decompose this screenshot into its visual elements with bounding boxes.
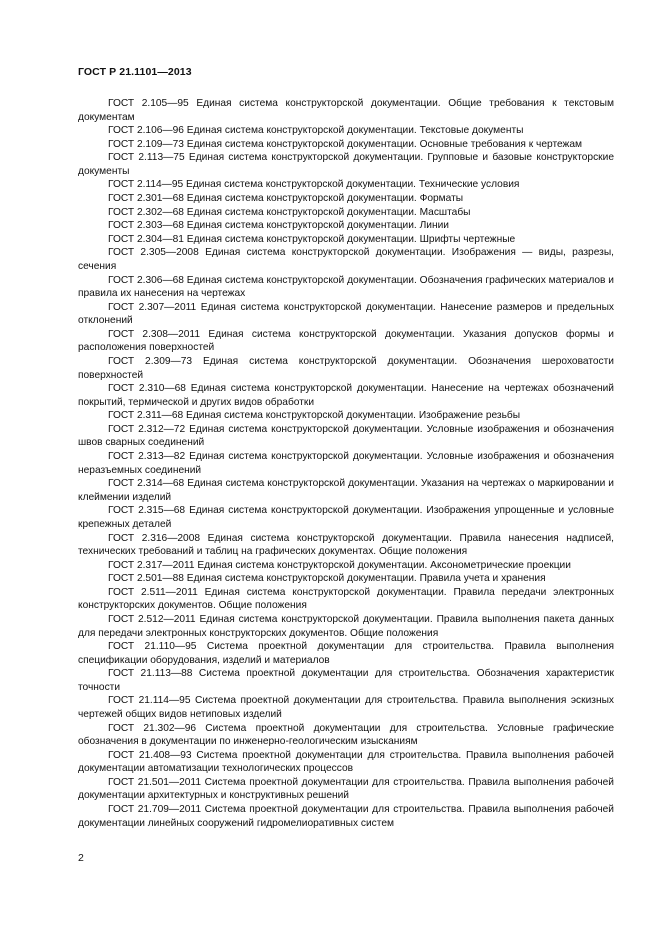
reference-entry: ГОСТ 21.302—96 Система проектной документации для строительства. Условные графические обозначения в документации по инженерно-геологическим изысканиям: [78, 722, 614, 748]
reference-entry: ГОСТ 21.113—88 Система проектной документации для строительства. Обозначения характеристик точности: [78, 668, 614, 693]
reference-entry: ГОСТ 2.312—72 Единая система конструкторской документации. Условные изображения и обозначения швов сварных соединений: [78, 423, 614, 449]
reference-entry: ГОСТ 2.310—68 Единая система конструкторской документации. Нанесение на чертежах обозначений покрытий, термической и других видов обработки: [78, 383, 614, 408]
reference-entry: ГОСТ 2.109—73 Единая система конструкторской документации. Основные требования к чертежам: [108, 138, 583, 150]
reference-entry: ГОСТ 21.408—93 Система проектной документации для строительства. Правила выполнения рабочей документации автоматизации технологических процессов: [78, 749, 614, 775]
reference-entry: ГОСТ 2.106—96 Единая система конструкторской документации. Текстовые документы: [108, 125, 524, 137]
reference-entry: ГОСТ 2.302—68 Единая система конструкторской документации. Масштабы: [108, 206, 471, 218]
reference-entry: ГОСТ 2.301—68 Единая система конструкторской документации. Форматы: [108, 193, 464, 205]
page-number: 2: [78, 852, 84, 864]
reference-entry: ГОСТ 2.303—68 Единая система конструкторской документации. Линии: [108, 220, 449, 232]
reference-entry: ГОСТ 2.501—88 Единая система конструкторской документации. Правила учета и хранения: [108, 573, 546, 585]
reference-entry: ГОСТ 2.308—2011 Единая система конструкторской документации. Указания допусков формы и расположения поверхностей: [78, 328, 614, 354]
normative-references-list: [78, 97, 614, 830]
reference-entry: ГОСТ 2.313—82 Единая система конструкторской документации. Условные изображения и обозначения неразъемных соединений: [78, 451, 614, 476]
reference-entry: ГОСТ 2.311—68 Единая система конструкторской документации. Изображение резьбы: [108, 410, 521, 422]
reference-entry: ГОСТ 2.316—2008 Единая система конструкторской документации. Правила нанесения надписей, технических требований и таблиц на графических документах. Общие положения: [78, 532, 614, 558]
reference-entry: ГОСТ 2.307—2011 Единая система конструкторской документации. Нанесение размеров и предельных отклонений: [78, 301, 614, 327]
reference-entry: ГОСТ 2.305—2008 Единая система конструкторской документации. Изображения — виды, разрезы, сечения: [78, 247, 614, 272]
reference-entry: ГОСТ 2.304—81 Единая система конструкторской документации. Шрифты чертежные: [108, 233, 516, 245]
document-header: ГОСТ Р 21.1101—2013: [78, 66, 192, 78]
reference-entry: ГОСТ 2.309—73 Единая система конструкторской документации. Обозначения шероховатости поверхностей: [78, 355, 614, 381]
reference-entry: ГОСТ 21.501—2011 Система проектной документации для строительства. Правила выполнения рабочей документации архитектурных и конструктивных решений: [78, 776, 614, 802]
reference-entry: ГОСТ 2.114—95 Единая система конструкторской документации. Технические условия: [108, 179, 520, 191]
reference-entry: ГОСТ 21.110—95 Система проектной документации для строительства. Правила выполнения спецификации оборудования, изделий и материалов: [78, 641, 614, 666]
reference-entry: ГОСТ 2.512—2011 Единая система конструкторской документации. Правила выполнения пакета данных для передачи электронных конструкторских документов. Общие положения: [78, 613, 614, 639]
reference-entry: ГОСТ 2.105—95 Единая система конструкторской документации. Общие требования к текстовым документам: [78, 98, 614, 123]
reference-entry: ГОСТ 2.306—68 Единая система конструкторской документации. Обозначения графических материалов и правила их нанесения на чертежах: [78, 274, 614, 300]
reference-entry: ГОСТ 2.315—68 Единая система конструкторской документации. Изображения упрощенные и условные крепежных деталей: [78, 505, 614, 530]
reference-entry: ГОСТ 21.114—95 Система проектной документации для строительства. Правила выполнения эскизных чертежей общих видов нетиповых изделий: [78, 695, 614, 721]
reference-entry: ГОСТ 2.314—68 Единая система конструкторской документации. Указания на чертежах о маркировании и клеймении изделий: [78, 478, 614, 503]
reference-entry: ГОСТ 2.317—2011 Единая система конструкторской документации. Аксонометрические проекции: [108, 559, 571, 571]
reference-entry: ГОСТ 2.113—75 Единая система конструкторской документации. Групповые и базовые конструкторские документы: [78, 152, 614, 177]
reference-entry: ГОСТ 21.709—2011 Система проектной документации для строительства. Правила выполнения рабочей документации линейных сооружений гидромелиоративных систем: [78, 804, 614, 829]
reference-entry: ГОСТ 2.511—2011 Единая система конструкторской документации. Правила передачи электронных конструкторских документов. Общие положения: [78, 586, 614, 612]
